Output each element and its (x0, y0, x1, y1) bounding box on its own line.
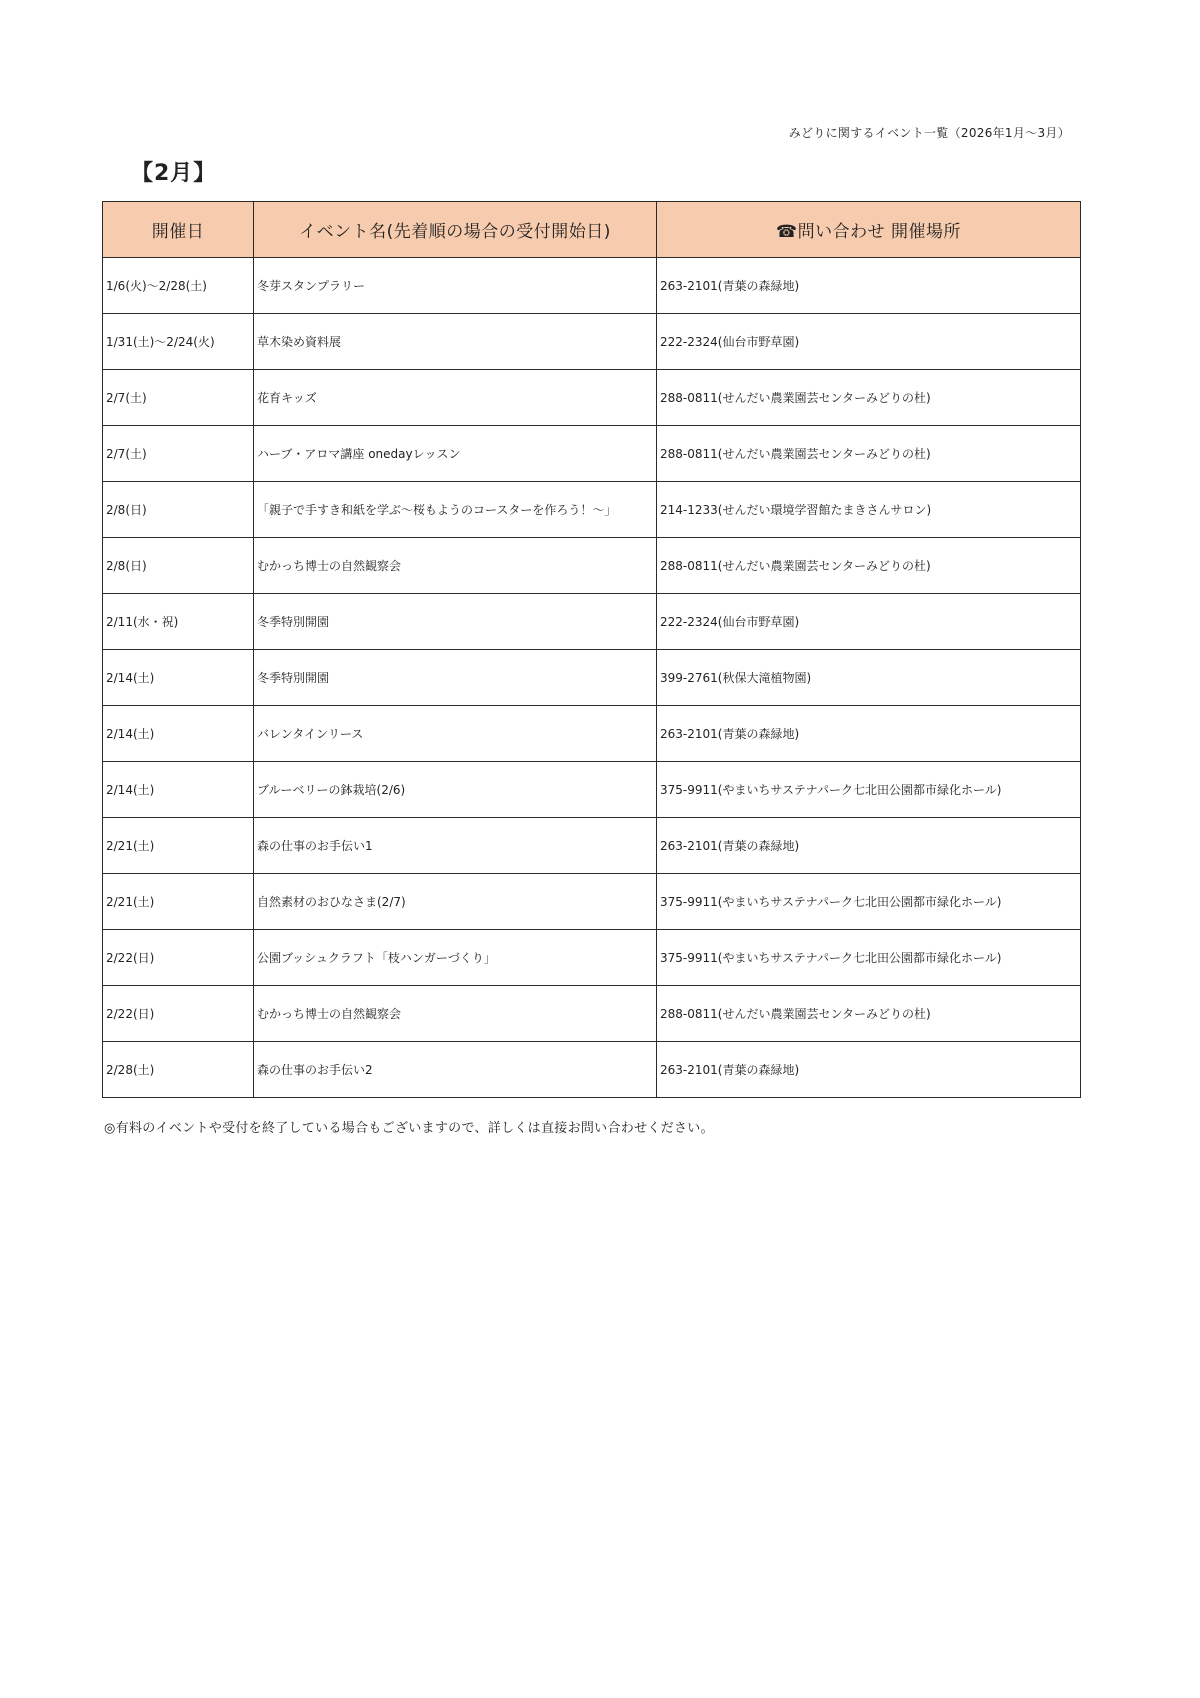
event-contact: 263-2101(青葉の森緑地) (657, 818, 1081, 874)
table-row (103, 930, 1081, 986)
event-name: ハーブ・アロマ講座 onedayレッスン (254, 426, 657, 482)
header-contact (657, 202, 1081, 258)
event-contact: 375-9911(やまいちサステナパーク七北田公園都市緑化ホール) (657, 762, 1081, 818)
event-date: 2/22(日) (103, 930, 254, 986)
event-contact: 288-0811(せんだい農業園芸センターみどりの杜) (657, 538, 1081, 594)
table-row (103, 1042, 1081, 1098)
event-contact: 375-9911(やまいちサステナパーク七北田公園都市緑化ホール) (657, 874, 1081, 930)
event-name: 森の仕事のお手伝い2 (254, 1042, 657, 1098)
table-row (103, 650, 1081, 706)
event-name: 花育キッズ (254, 370, 657, 426)
event-contact: 399-2761(秋保大滝植物園) (657, 650, 1081, 706)
event-name: 冬芽スタンプラリー (254, 258, 657, 314)
event-contact: 263-2101(青葉の森緑地) (657, 258, 1081, 314)
event-date: 2/21(土) (103, 874, 254, 930)
event-date: 2/7(土) (103, 370, 254, 426)
event-date: 2/8(日) (103, 482, 254, 538)
table-row (103, 874, 1081, 930)
event-date: 2/11(水・祝) (103, 594, 254, 650)
header-event: イベント名(先着順の場合の受付開始日) (254, 202, 657, 258)
event-date: 1/31(土)～2/24(火) (103, 314, 254, 370)
event-contact: 375-9911(やまいちサステナパーク七北田公園都市緑化ホール) (657, 930, 1081, 986)
event-name: ブルーベリーの鉢栽培(2/6) (254, 762, 657, 818)
event-date: 2/14(土) (103, 650, 254, 706)
event-contact: 263-2101(青葉の森緑地) (657, 1042, 1081, 1098)
event-name: 自然素材のおひなさま(2/7) (254, 874, 657, 930)
events-table-body (103, 258, 1081, 1098)
event-date: 2/8(日) (103, 538, 254, 594)
table-row (103, 426, 1081, 482)
header-date: 開催日 (103, 202, 254, 258)
event-contact: 222-2324(仙台市野草園) (657, 314, 1081, 370)
event-date: 2/14(土) (103, 762, 254, 818)
table-row (103, 706, 1081, 762)
event-contact: 222-2324(仙台市野草園) (657, 594, 1081, 650)
event-name: 森の仕事のお手伝い1 (254, 818, 657, 874)
month-heading: 【2月】 (131, 161, 217, 186)
event-date: 1/6(火)～2/28(土) (103, 258, 254, 314)
header-contact-label: 問い合わせ 開催場所 (797, 222, 962, 242)
event-name: 「親子で手すき和紙を学ぶ～桜もようのコースターを作ろう！～」 (254, 482, 657, 538)
table-row (103, 762, 1081, 818)
event-name: 冬季特別開園 (254, 594, 657, 650)
event-contact: 288-0811(せんだい農業園芸センターみどりの杜) (657, 370, 1081, 426)
table-header-row (103, 202, 1081, 258)
event-contact: 214-1233(せんだい環境学習館たまきさんサロン) (657, 482, 1081, 538)
event-name: 公園ブッシュクラフト「枝ハンガーづくり」 (254, 930, 657, 986)
footnote: ◎有料のイベントや受付を終了している場合もございますので、詳しくは直接お問い合わせください。 (104, 1121, 714, 1136)
event-contact: 288-0811(せんだい農業園芸センターみどりの杜) (657, 986, 1081, 1042)
event-date: 2/28(土) (103, 1042, 254, 1098)
event-contact: 288-0811(せんだい農業園芸センターみどりの杜) (657, 426, 1081, 482)
document-title: みどりに関するイベント一覧（2026年1月～3月） (788, 126, 1070, 140)
table-row (103, 538, 1081, 594)
table-row (103, 258, 1081, 314)
event-date: 2/21(土) (103, 818, 254, 874)
phone-icon: ☎ (775, 222, 798, 242)
event-date: 2/22(日) (103, 986, 254, 1042)
table-row (103, 314, 1081, 370)
table-row (103, 594, 1081, 650)
table-row (103, 482, 1081, 538)
event-name: むかっち博士の自然観察会 (254, 986, 657, 1042)
table-row (103, 818, 1081, 874)
event-name: 草木染め資料展 (254, 314, 657, 370)
event-date: 2/14(土) (103, 706, 254, 762)
table-row (103, 986, 1081, 1042)
table-row (103, 370, 1081, 426)
event-name: バレンタインリース (254, 706, 657, 762)
events-table (102, 201, 1081, 1098)
event-name: 冬季特別開園 (254, 650, 657, 706)
event-date: 2/7(土) (103, 426, 254, 482)
event-contact: 263-2101(青葉の森緑地) (657, 706, 1081, 762)
event-name: むかっち博士の自然観察会 (254, 538, 657, 594)
